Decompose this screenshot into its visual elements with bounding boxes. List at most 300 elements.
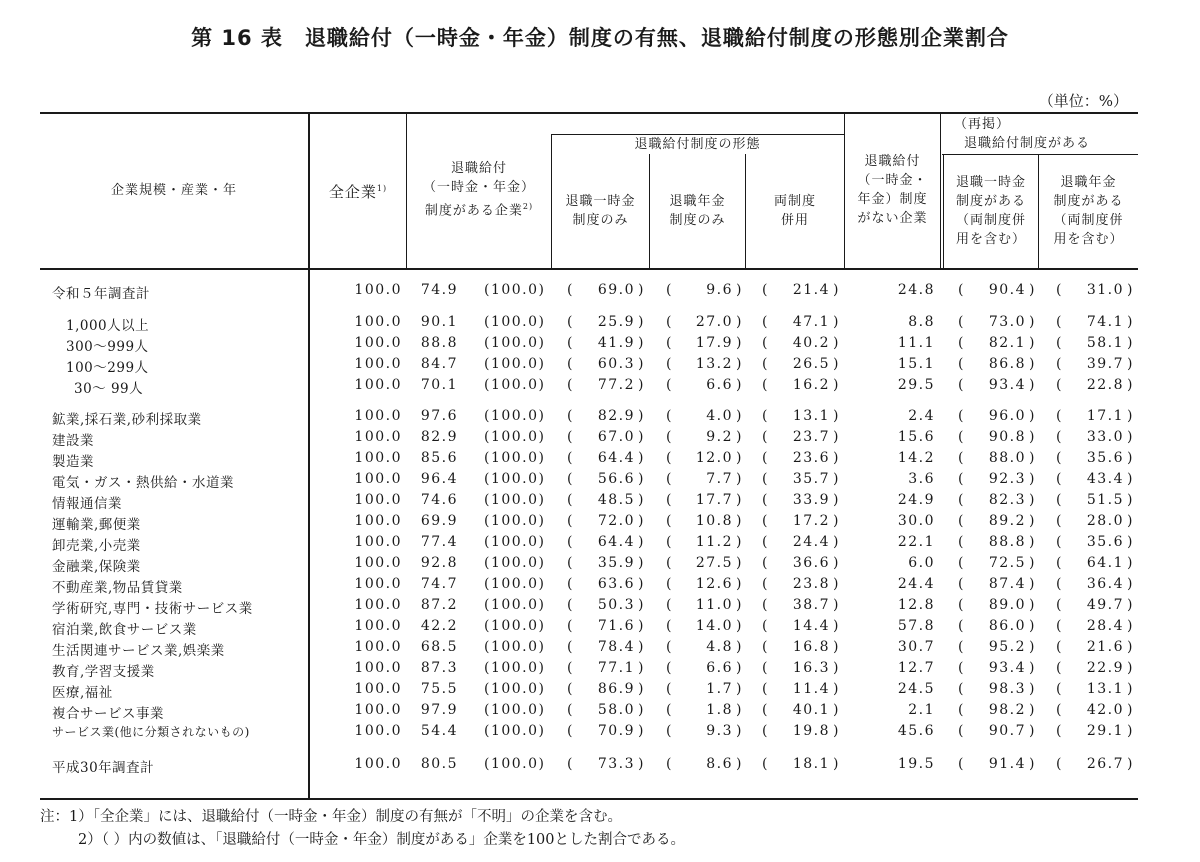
close-paren: ) xyxy=(1029,408,1036,424)
close-paren: ) xyxy=(736,618,743,634)
close-paren: ) xyxy=(833,408,840,424)
cell-with-system-base: (100.0) xyxy=(484,356,546,372)
cell-value: 100.0 xyxy=(354,513,402,529)
cell-value: 93.4 xyxy=(988,377,1026,393)
close-paren: ) xyxy=(736,534,743,550)
open-paren: ( xyxy=(666,492,673,508)
open-paren: ( xyxy=(762,702,769,718)
cell-value: 23.8 xyxy=(792,576,830,592)
cell-value: 100.0 xyxy=(354,335,402,351)
open-paren: ( xyxy=(567,660,574,676)
cell-value: 74.1 xyxy=(1086,314,1124,330)
cell-value: 69.0 xyxy=(597,282,635,298)
cell-value: 1.8 xyxy=(706,702,733,718)
cell-value: 38.7 xyxy=(792,597,830,613)
cell-value: 48.5 xyxy=(597,492,635,508)
close-paren: ) xyxy=(736,408,743,424)
table-row xyxy=(40,721,1138,742)
open-paren: ( xyxy=(567,513,574,529)
cell-value: 90.8 xyxy=(988,429,1026,445)
cell-value: 17.1 xyxy=(1086,408,1124,424)
footnote-2: 2）（ ）内の数値は、「退職給付（一時金・年金）制度がある」企業を100とした割合である。 xyxy=(78,832,686,848)
cell-with-system-base: (100.0) xyxy=(484,314,546,330)
close-paren: ) xyxy=(1127,618,1134,634)
cell-value: 19.8 xyxy=(792,723,830,739)
open-paren: ( xyxy=(1056,450,1063,466)
close-paren: ) xyxy=(1127,555,1134,571)
close-paren: ) xyxy=(1029,492,1036,508)
cell-value: 8.6 xyxy=(706,756,733,772)
open-paren: ( xyxy=(958,702,965,718)
open-paren: ( xyxy=(666,429,673,445)
open-paren: ( xyxy=(1056,356,1063,372)
close-paren: ) xyxy=(1127,314,1134,330)
close-paren: ) xyxy=(1029,756,1036,772)
row-label: 不動産業,物品賃貸業 xyxy=(52,580,183,596)
open-paren: ( xyxy=(666,534,673,550)
close-paren: ) xyxy=(1029,471,1036,487)
close-paren: ) xyxy=(1029,660,1036,676)
table-row xyxy=(40,427,1138,448)
cell-value: 27.5 xyxy=(695,555,733,571)
cell-value: 35.7 xyxy=(792,471,830,487)
open-paren: ( xyxy=(1056,723,1063,739)
close-paren: ) xyxy=(1029,450,1036,466)
header-both: 両制度 併用 xyxy=(773,194,816,228)
open-paren: ( xyxy=(1056,314,1063,330)
cell-value: 24.5 xyxy=(897,681,935,697)
open-paren: ( xyxy=(666,314,673,330)
close-paren: ) xyxy=(833,335,840,351)
cell-value: 29.5 xyxy=(897,377,935,393)
cell-value: 100.0 xyxy=(354,282,402,298)
cell-with-system-base: (100.0) xyxy=(484,471,546,487)
open-paren: ( xyxy=(762,450,769,466)
cell-value: 100.0 xyxy=(354,639,402,655)
cell-value: 74.7 xyxy=(420,576,458,592)
open-paren: ( xyxy=(958,555,965,571)
cell-value: 42.2 xyxy=(420,618,458,634)
row-label: サービス業(他に分類されないもの) xyxy=(52,725,250,739)
cell-value: 17.7 xyxy=(695,492,733,508)
open-paren: ( xyxy=(666,681,673,697)
cell-value: 58.0 xyxy=(597,702,635,718)
open-paren: ( xyxy=(567,471,574,487)
open-paren: ( xyxy=(1056,702,1063,718)
cell-value: 100.0 xyxy=(354,576,402,592)
open-paren: ( xyxy=(567,282,574,298)
cell-with-system-base: (100.0) xyxy=(484,408,546,424)
cell-value: 35.6 xyxy=(1086,534,1124,550)
close-paren: ) xyxy=(638,356,645,372)
cell-value: 88.0 xyxy=(988,450,1026,466)
close-paren: ) xyxy=(833,471,840,487)
close-paren: ) xyxy=(638,314,645,330)
close-paren: ) xyxy=(833,702,840,718)
cell-value: 36.6 xyxy=(792,555,830,571)
close-paren: ) xyxy=(1029,377,1036,393)
open-paren: ( xyxy=(666,282,673,298)
close-paren: ) xyxy=(833,660,840,676)
open-paren: ( xyxy=(762,471,769,487)
open-paren: ( xyxy=(567,756,574,772)
cell-value: 22.1 xyxy=(897,534,935,550)
cell-value: 100.0 xyxy=(354,534,402,550)
close-paren: ) xyxy=(1127,513,1134,529)
cell-value: 19.5 xyxy=(897,756,935,772)
open-paren: ( xyxy=(567,597,574,613)
cell-value: 28.4 xyxy=(1086,618,1124,634)
open-paren: ( xyxy=(958,450,965,466)
cell-value: 93.4 xyxy=(988,660,1026,676)
close-paren: ) xyxy=(736,450,743,466)
open-paren: ( xyxy=(1056,555,1063,571)
close-paren: ) xyxy=(736,492,743,508)
close-paren: ) xyxy=(1127,723,1134,739)
footnotes xyxy=(40,806,685,852)
cell-value: 67.0 xyxy=(597,429,635,445)
cell-value: 2.4 xyxy=(908,408,935,424)
cell-value: 12.8 xyxy=(897,597,935,613)
cell-value: 85.6 xyxy=(420,450,458,466)
open-paren: ( xyxy=(958,660,965,676)
open-paren: ( xyxy=(762,534,769,550)
close-paren: ) xyxy=(638,597,645,613)
table-row xyxy=(40,637,1138,658)
row-label: 運輸業,郵便業 xyxy=(52,517,141,533)
footnote-1: 注：1）「全企業」には、退職給付（一時金・年金）制度の有無が「不明」の企業を含む。 xyxy=(40,809,622,825)
cell-value: 21.6 xyxy=(1086,639,1124,655)
close-paren: ) xyxy=(1127,282,1134,298)
open-paren: ( xyxy=(1056,534,1063,550)
row-label: 医療,福祉 xyxy=(52,685,113,701)
table-row xyxy=(40,469,1138,490)
close-paren: ) xyxy=(1029,555,1036,571)
open-paren: ( xyxy=(958,471,965,487)
close-paren: ) xyxy=(638,492,645,508)
close-paren: ) xyxy=(736,660,743,676)
table-title: 第 16 表 退職給付（一時金・年金）制度の有無、退職給付制度の形態別企業割合 xyxy=(191,26,1009,50)
close-paren: ) xyxy=(833,681,840,697)
cell-value: 4.0 xyxy=(706,408,733,424)
close-paren: ) xyxy=(1127,597,1134,613)
close-paren: ) xyxy=(1127,429,1134,445)
open-paren: ( xyxy=(567,723,574,739)
cell-value: 9.6 xyxy=(706,282,733,298)
cell-value: 98.2 xyxy=(988,702,1026,718)
header-group-repost: （再掲） 退職給付制度がある xyxy=(954,117,1091,151)
close-paren: ) xyxy=(736,681,743,697)
cell-value: 26.5 xyxy=(792,356,830,372)
close-paren: ) xyxy=(1029,618,1036,634)
cell-value: 96.4 xyxy=(420,471,458,487)
cell-value: 29.1 xyxy=(1086,723,1124,739)
cell-value: 100.0 xyxy=(354,723,402,739)
cell-value: 100.0 xyxy=(354,756,402,772)
close-paren: ) xyxy=(1127,408,1134,424)
close-paren: ) xyxy=(736,597,743,613)
cell-value: 14.4 xyxy=(792,618,830,634)
close-paren: ) xyxy=(638,681,645,697)
open-paren: ( xyxy=(958,513,965,529)
cell-value: 11.0 xyxy=(695,597,733,613)
open-paren: ( xyxy=(1056,639,1063,655)
cell-value: 22.9 xyxy=(1086,660,1124,676)
row-label: 令和５年調査計 xyxy=(52,286,150,302)
header-pension-only: 退職年金 制度のみ xyxy=(669,194,726,228)
row-label: 複合サービス事業 xyxy=(52,706,164,722)
row-label: 情報通信業 xyxy=(52,496,122,512)
cell-value: 4.8 xyxy=(706,639,733,655)
open-paren: ( xyxy=(567,639,574,655)
open-paren: ( xyxy=(1056,576,1063,592)
row-label: 金融業,保険業 xyxy=(52,559,141,575)
open-paren: ( xyxy=(1056,377,1063,393)
cell-value: 78.4 xyxy=(597,639,635,655)
open-paren: ( xyxy=(666,335,673,351)
open-paren: ( xyxy=(1056,408,1063,424)
close-paren: ) xyxy=(638,702,645,718)
open-paren: ( xyxy=(958,756,965,772)
close-paren: ) xyxy=(1029,723,1036,739)
cell-value: 100.0 xyxy=(354,702,402,718)
close-paren: ) xyxy=(1127,356,1134,372)
cell-value: 42.0 xyxy=(1086,702,1124,718)
cell-value: 6.6 xyxy=(706,660,733,676)
cell-value: 54.4 xyxy=(420,723,458,739)
open-paren: ( xyxy=(666,576,673,592)
cell-value: 64.1 xyxy=(1086,555,1124,571)
cell-value: 6.0 xyxy=(908,555,935,571)
open-paren: ( xyxy=(666,408,673,424)
open-paren: ( xyxy=(958,723,965,739)
close-paren: ) xyxy=(736,335,743,351)
header-has-lump: 退職一時金 制度がある （両制度併 用を含む） xyxy=(955,175,1026,247)
cell-value: 69.9 xyxy=(420,513,458,529)
open-paren: ( xyxy=(762,377,769,393)
row-label: 電気・ガス・熱供給・水道業 xyxy=(52,475,234,491)
close-paren: ) xyxy=(1029,534,1036,550)
cell-value: 70.9 xyxy=(597,723,635,739)
open-paren: ( xyxy=(666,618,673,634)
cell-value: 24.9 xyxy=(897,492,935,508)
close-paren: ) xyxy=(833,618,840,634)
cell-with-system-base: (100.0) xyxy=(484,429,546,445)
cell-value: 82.9 xyxy=(420,429,458,445)
cell-value: 12.6 xyxy=(695,576,733,592)
close-paren: ) xyxy=(1029,597,1036,613)
cell-value: 75.5 xyxy=(420,681,458,697)
open-paren: ( xyxy=(958,597,965,613)
cell-value: 35.9 xyxy=(597,555,635,571)
cell-value: 40.2 xyxy=(792,335,830,351)
table-row xyxy=(40,490,1138,511)
cell-value: 100.0 xyxy=(354,618,402,634)
cell-value: 31.0 xyxy=(1086,282,1124,298)
close-paren: ) xyxy=(1127,377,1134,393)
cell-with-system-base: (100.0) xyxy=(484,660,546,676)
table-row xyxy=(40,754,1138,775)
open-paren: ( xyxy=(762,681,769,697)
close-paren: ) xyxy=(638,660,645,676)
cell-value: 24.4 xyxy=(792,534,830,550)
close-paren: ) xyxy=(638,471,645,487)
table-row xyxy=(40,700,1138,721)
header-lump-only: 退職一時金 制度のみ xyxy=(565,194,636,228)
cell-value: 97.6 xyxy=(420,408,458,424)
row-label: 30〜 99人 xyxy=(74,381,144,397)
close-paren: ) xyxy=(638,723,645,739)
cell-value: 91.4 xyxy=(988,756,1026,772)
open-paren: ( xyxy=(1056,335,1063,351)
table-row xyxy=(40,375,1138,396)
cell-value: 9.2 xyxy=(706,429,733,445)
cell-value: 74.9 xyxy=(420,282,458,298)
cell-value: 6.6 xyxy=(706,377,733,393)
open-paren: ( xyxy=(666,660,673,676)
cell-value: 14.2 xyxy=(897,450,935,466)
close-paren: ) xyxy=(1029,314,1036,330)
close-paren: ) xyxy=(638,513,645,529)
close-paren: ) xyxy=(638,282,645,298)
open-paren: ( xyxy=(762,282,769,298)
col-divider-6a xyxy=(940,112,941,270)
cell-value: 11.4 xyxy=(792,681,830,697)
open-paren: ( xyxy=(567,555,574,571)
cell-value: 17.2 xyxy=(792,513,830,529)
cell-value: 86.8 xyxy=(988,356,1026,372)
cell-value: 56.6 xyxy=(597,471,635,487)
open-paren: ( xyxy=(1056,513,1063,529)
unit-label: （単位：%） xyxy=(1038,92,1128,110)
cell-value: 89.0 xyxy=(988,597,1026,613)
header-category: 企業規模・産業・年 xyxy=(110,182,237,198)
open-paren: ( xyxy=(567,450,574,466)
close-paren: ) xyxy=(1127,335,1134,351)
cell-value: 10.8 xyxy=(695,513,733,529)
cell-value: 28.0 xyxy=(1086,513,1124,529)
close-paren: ) xyxy=(833,356,840,372)
table-row xyxy=(40,511,1138,532)
open-paren: ( xyxy=(958,576,965,592)
cell-value: 98.3 xyxy=(988,681,1026,697)
close-paren: ) xyxy=(736,471,743,487)
open-paren: ( xyxy=(958,429,965,445)
table-row xyxy=(40,354,1138,375)
open-paren: ( xyxy=(567,377,574,393)
close-paren: ) xyxy=(1127,639,1134,655)
open-paren: ( xyxy=(762,429,769,445)
close-paren: ) xyxy=(736,756,743,772)
cell-value: 77.4 xyxy=(420,534,458,550)
close-paren: ) xyxy=(1127,492,1134,508)
cell-value: 21.4 xyxy=(792,282,830,298)
open-paren: ( xyxy=(1056,471,1063,487)
open-paren: ( xyxy=(1056,756,1063,772)
row-label: 100〜299人 xyxy=(66,360,149,376)
cell-value: 100.0 xyxy=(354,314,402,330)
open-paren: ( xyxy=(762,618,769,634)
table-row xyxy=(40,658,1138,679)
cell-with-system-base: (100.0) xyxy=(484,335,546,351)
open-paren: ( xyxy=(958,534,965,550)
cell-value: 9.3 xyxy=(706,723,733,739)
open-paren: ( xyxy=(762,597,769,613)
open-paren: ( xyxy=(567,335,574,351)
cell-value: 26.7 xyxy=(1086,756,1124,772)
cell-with-system-base: (100.0) xyxy=(484,597,546,613)
cell-value: 82.9 xyxy=(597,408,635,424)
open-paren: ( xyxy=(666,513,673,529)
cell-value: 100.0 xyxy=(354,555,402,571)
open-paren: ( xyxy=(1056,429,1063,445)
cell-with-system-base: (100.0) xyxy=(484,282,546,298)
close-paren: ) xyxy=(638,429,645,445)
row-label: 平成30年調査計 xyxy=(52,760,155,776)
cell-value: 77.1 xyxy=(597,660,635,676)
header-without-system: 退職給付 （一時金・ 年金）制度 がない企業 xyxy=(857,154,928,226)
cell-value: 8.8 xyxy=(908,314,935,330)
open-paren: ( xyxy=(666,756,673,772)
cell-value: 72.0 xyxy=(597,513,635,529)
close-paren: ) xyxy=(736,576,743,592)
open-paren: ( xyxy=(666,702,673,718)
close-paren: ) xyxy=(638,555,645,571)
header-with-system: 退職給付 （一時金・年金） 制度がある企業$^{2)}$ xyxy=(422,161,535,219)
open-paren: ( xyxy=(666,723,673,739)
cell-value: 64.4 xyxy=(597,450,635,466)
open-paren: ( xyxy=(567,702,574,718)
cell-value: 7.7 xyxy=(706,471,733,487)
table-row xyxy=(40,406,1138,427)
cell-value: 82.1 xyxy=(988,335,1026,351)
cell-value: 51.5 xyxy=(1086,492,1124,508)
cell-value: 72.5 xyxy=(988,555,1026,571)
cell-value: 73.0 xyxy=(988,314,1026,330)
cell-with-system-base: (100.0) xyxy=(484,681,546,697)
header-all-companies: 全企業$^{1)}$ xyxy=(328,182,388,201)
cell-value: 25.9 xyxy=(597,314,635,330)
open-paren: ( xyxy=(958,314,965,330)
cell-value: 60.3 xyxy=(597,356,635,372)
close-paren: ) xyxy=(1127,450,1134,466)
cell-value: 33.0 xyxy=(1086,429,1124,445)
table-row xyxy=(40,616,1138,637)
cell-value: 30.0 xyxy=(897,513,935,529)
cell-value: 77.2 xyxy=(597,377,635,393)
table-row xyxy=(40,574,1138,595)
cell-with-system-base: (100.0) xyxy=(484,534,546,550)
cell-value: 88.8 xyxy=(988,534,1026,550)
open-paren: ( xyxy=(762,492,769,508)
cell-value: 2.1 xyxy=(908,702,935,718)
close-paren: ) xyxy=(833,492,840,508)
open-paren: ( xyxy=(958,356,965,372)
close-paren: ) xyxy=(638,377,645,393)
cell-value: 92.3 xyxy=(988,471,1026,487)
cell-value: 87.3 xyxy=(420,660,458,676)
row-label: 生活関連サービス業,娯楽業 xyxy=(52,643,225,659)
cell-value: 90.4 xyxy=(988,282,1026,298)
cell-with-system-base: (100.0) xyxy=(484,756,546,772)
cell-value: 12.7 xyxy=(897,660,935,676)
open-paren: ( xyxy=(958,492,965,508)
cell-value: 23.6 xyxy=(792,450,830,466)
row-label: 宿泊業,飲食サービス業 xyxy=(52,622,197,638)
cell-value: 13.1 xyxy=(1086,681,1124,697)
open-paren: ( xyxy=(958,282,965,298)
table-row xyxy=(40,280,1138,301)
